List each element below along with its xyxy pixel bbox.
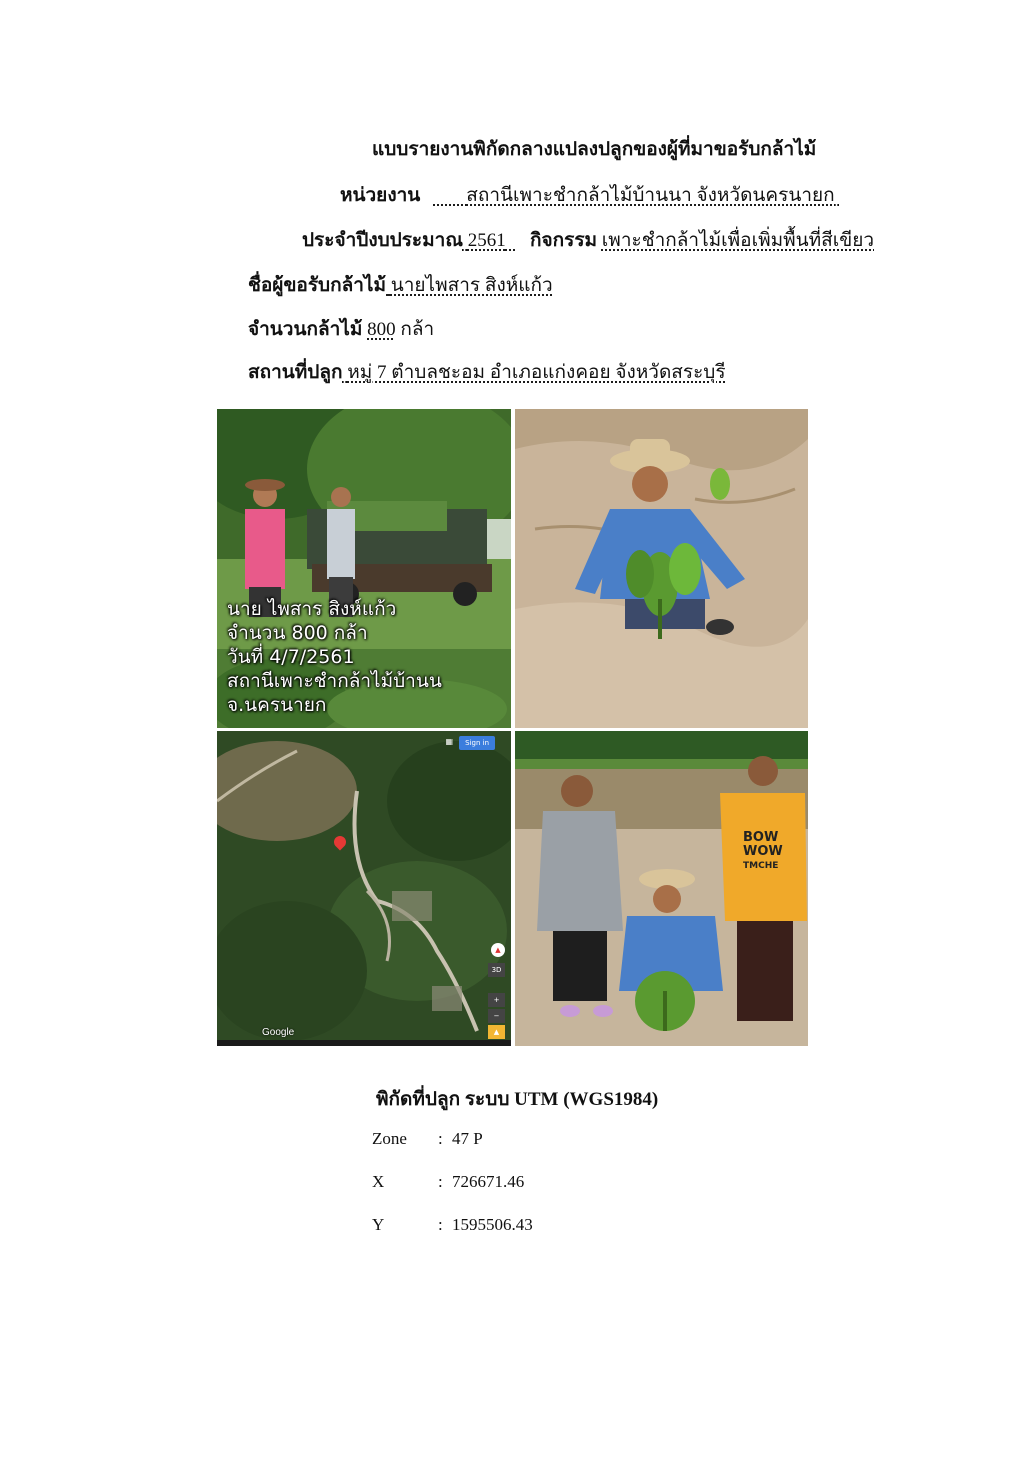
zone-label: Zone [372, 1129, 407, 1148]
photo-group [515, 731, 808, 1046]
zone-separator: : [438, 1129, 443, 1148]
location-value: หมู่ 7 ตำบลชะอม อำเภอแก่งคอย จังหวัดสระบุรี [347, 362, 726, 383]
caption-count: จำนวน 800 กล้า [227, 622, 368, 644]
tshirt-line3: TMCHE [743, 861, 779, 871]
street-view-icon[interactable]: ▲ [488, 1025, 505, 1039]
satellite-map-image [217, 731, 511, 1046]
y-separator: : [438, 1215, 443, 1234]
recipient-row [248, 270, 553, 300]
recipient-value: นายไพสาร สิงห์แก้ว [390, 275, 553, 296]
tshirt-line1: BOW [743, 830, 779, 845]
caption-date: วันที่ 4/7/2561 [227, 646, 355, 668]
photo-caption [227, 597, 442, 717]
satellite-map [217, 731, 511, 1046]
map-signin-button[interactable]: Sign in [459, 736, 495, 750]
caption-name: นาย ไพสาร สิงห์แก้ว [227, 598, 397, 620]
unit-row [340, 180, 839, 210]
coordinates-title: พิกัดที่ปลูก ระบบ UTM (WGS1984) [376, 1089, 659, 1110]
apps-grid-icon[interactable]: ▦ [445, 737, 453, 746]
count-label: จำนวนกล้าไม้ [248, 319, 363, 340]
caption-station: สถานีเพาะชำกล้าไม้บ้านน [227, 670, 442, 692]
photo-planting [515, 409, 808, 728]
x-label: X [372, 1172, 385, 1191]
fiscal-label: ประจำปีงบประมาณ [302, 230, 463, 251]
x-separator: : [438, 1172, 443, 1191]
count-value: 800 [367, 319, 396, 340]
location-label: สถานที่ปลูก [248, 362, 343, 383]
google-logo: Google [262, 1027, 295, 1038]
report-title: แบบรายงานพิกัดกลางแปลงปลูกของผู้ที่มาขอรับกล้าไม้ [372, 139, 817, 160]
zone-value: 47 P [452, 1129, 483, 1148]
y-label: Y [372, 1215, 385, 1234]
caption-province: จ.นครนายก [227, 694, 327, 716]
recipient-label: ชื่อผู้ขอรับกล้าไม้ [248, 275, 387, 296]
unit-label: หน่วยงาน [340, 185, 421, 206]
y-value: 1595506.43 [452, 1215, 533, 1234]
photo-truck-delivery [217, 409, 511, 728]
x-value: 726671.46 [452, 1172, 525, 1191]
activity-label: กิจกรรม [529, 230, 598, 251]
fiscal-value: 2561 [467, 230, 506, 251]
map-3d-button[interactable]: 3D [488, 963, 505, 977]
location-row [248, 357, 726, 387]
count-unit: กล้า [400, 319, 435, 340]
unit-value: สถานีเพาะชำกล้าไม้บ้านนา จังหวัดนครนายก [466, 185, 835, 206]
fiscal-row [302, 225, 874, 255]
tshirt-print [743, 831, 783, 873]
group-photo-image [515, 731, 808, 1046]
zoom-in-button[interactable]: + [488, 993, 505, 1007]
count-row [248, 314, 434, 344]
tshirt-line2: WOW [743, 844, 783, 859]
compass-icon[interactable]: ▲ [491, 943, 505, 957]
map-footer-bar [217, 1040, 511, 1046]
activity-value: เพาะชำกล้าไม้เพื่อเพิ่มพื้นที่สีเขียว [601, 230, 875, 251]
zoom-out-button[interactable]: − [488, 1009, 505, 1023]
planting-photo-image [515, 409, 808, 728]
